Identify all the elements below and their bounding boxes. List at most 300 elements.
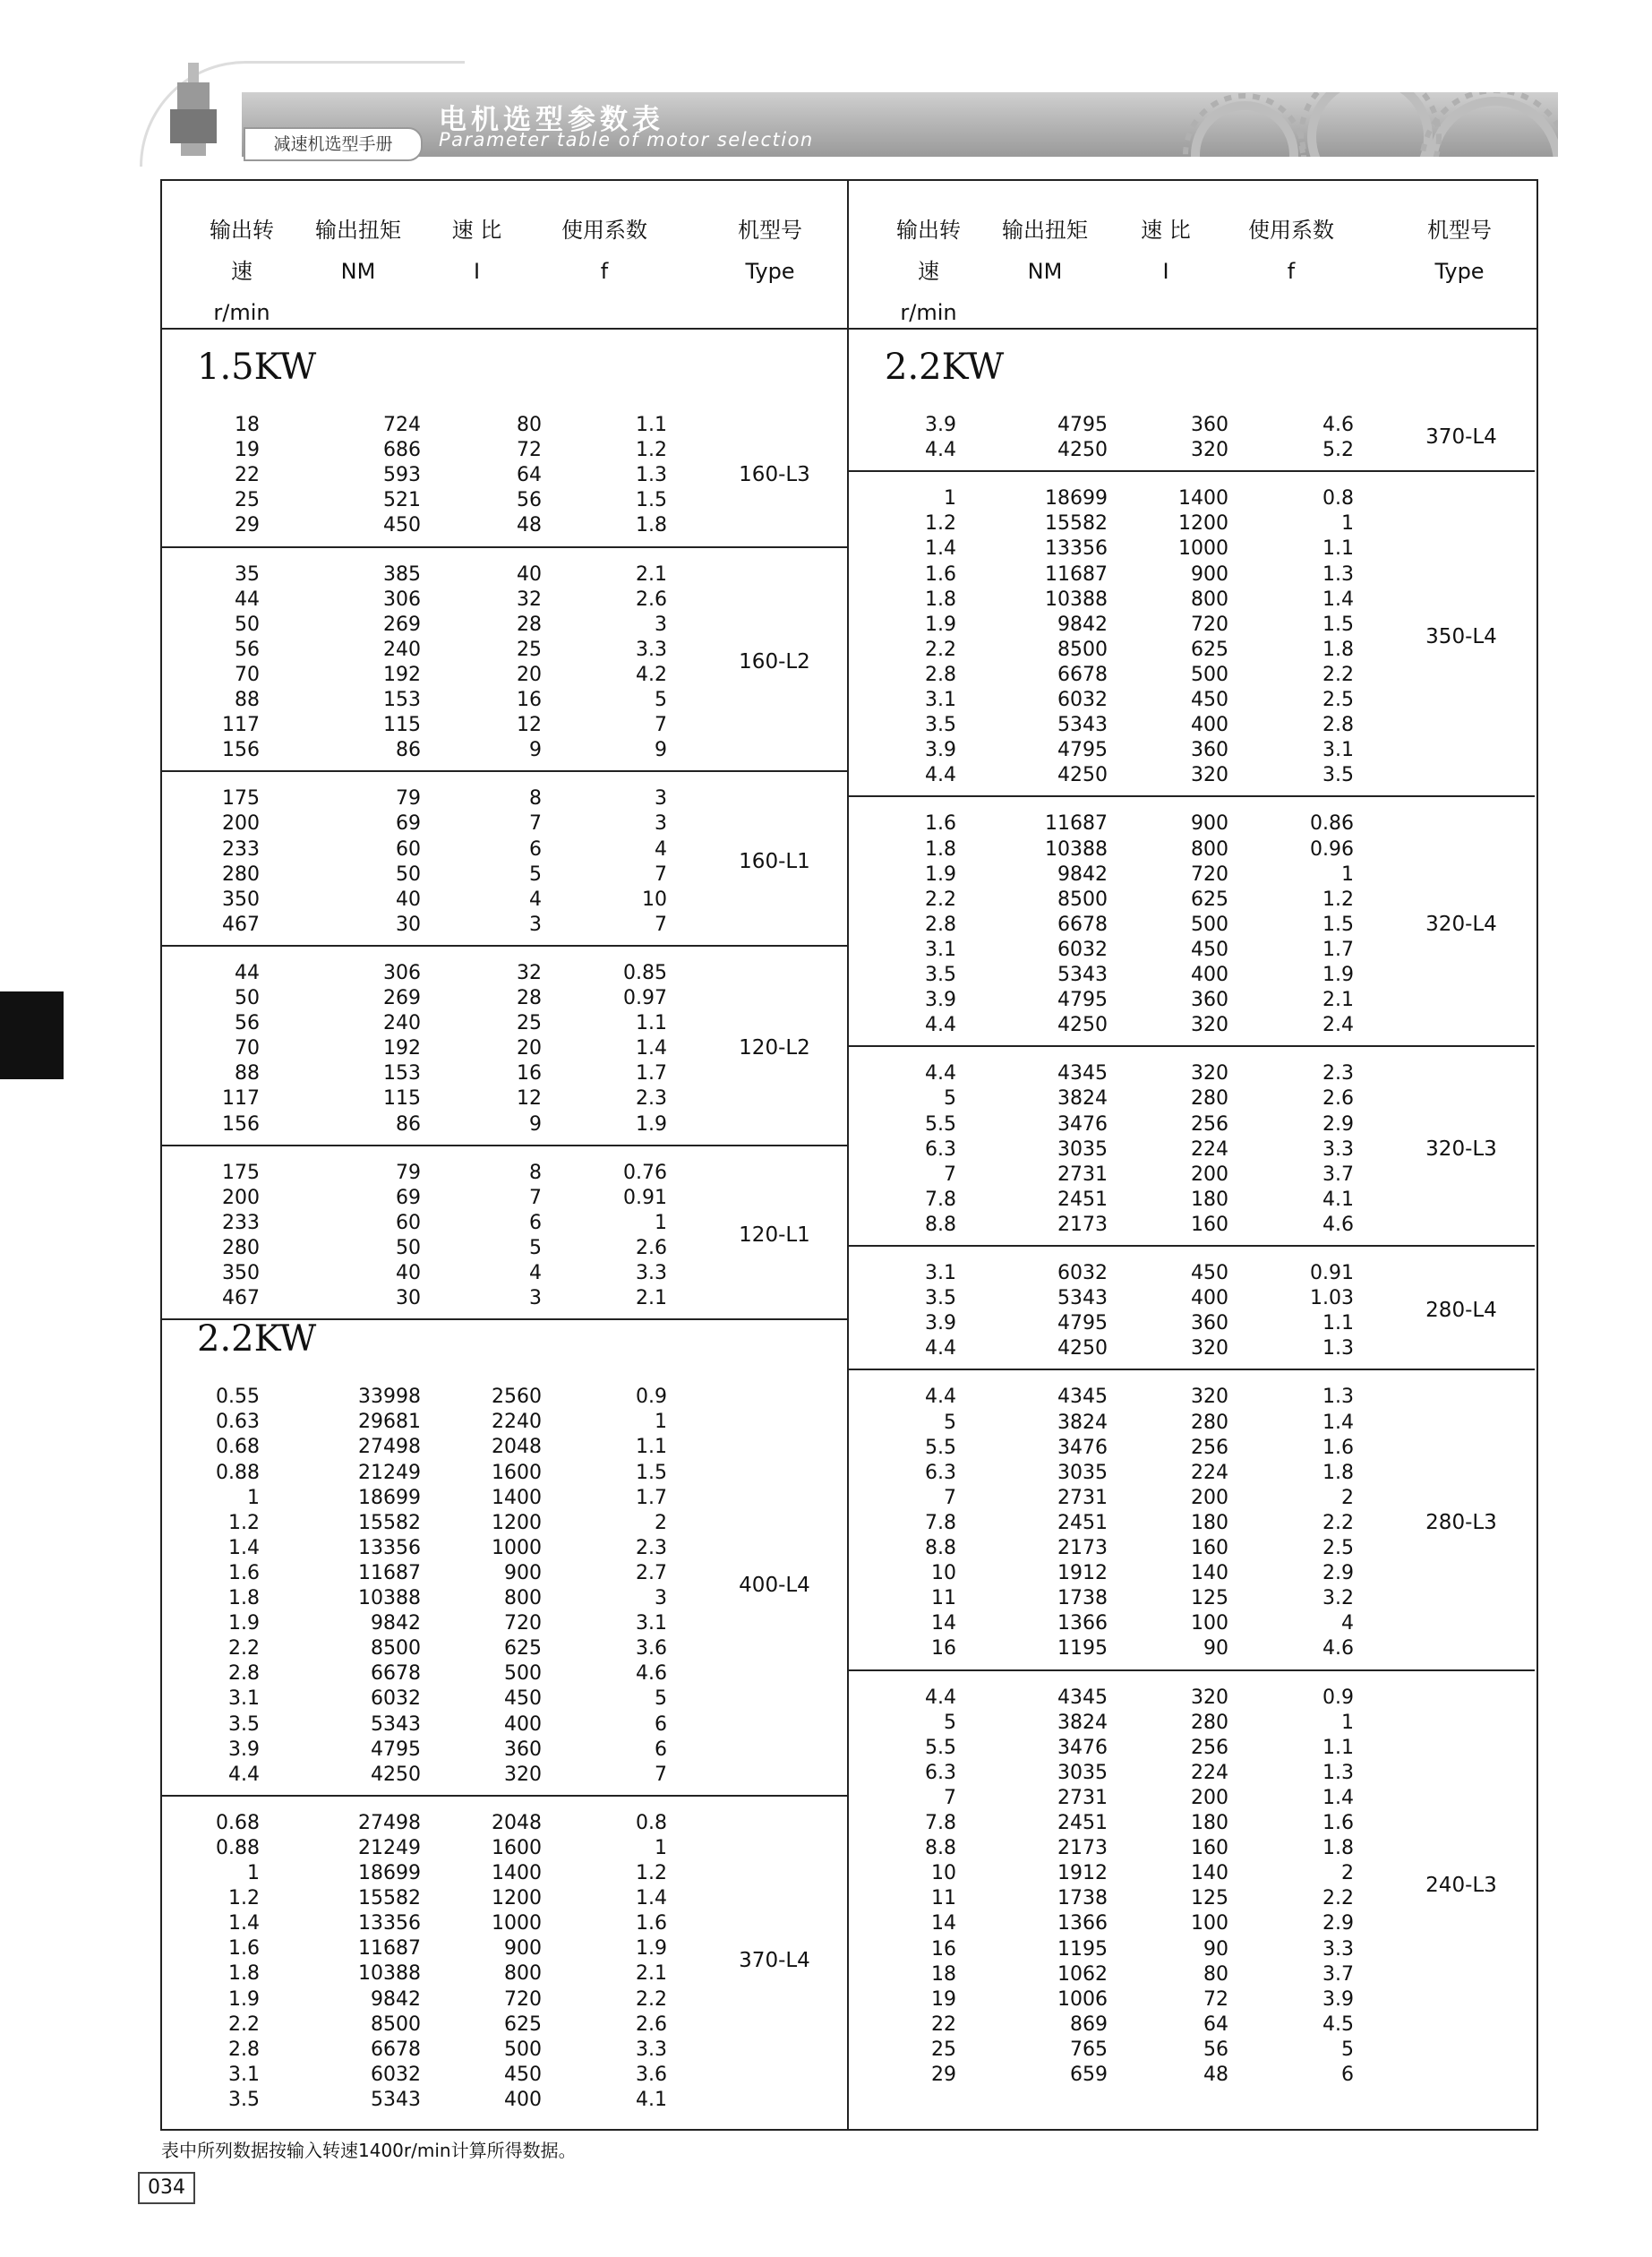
column-header-cn: 使用系数 [561,218,647,243]
table-cell: 125 [1191,1887,1228,1910]
table-cell: 3.5 [1322,764,1354,787]
table-cell: 21249 [358,1461,421,1484]
table-cell: 1.8 [925,837,956,861]
table-row [0,888,1652,913]
table-cell: 0.86 [1310,812,1354,836]
table-cell: 467 [222,1287,260,1310]
table-cell: 18699 [358,1486,421,1509]
table-row [0,536,1652,562]
table-cell: 2451 [1057,1188,1108,1211]
table-cell: 1.4 [1322,1786,1354,1809]
table-cell: 1195 [1057,1637,1108,1661]
table-cell: 10388 [358,1587,421,1609]
table-cell: 900 [504,1561,542,1584]
table-cell: 64 [1203,2012,1228,2036]
table-cell: 233 [222,837,260,861]
table-cell: 3476 [1057,1112,1108,1136]
table-cell: 4.2 [636,663,667,686]
table-cell: 320 [1191,1337,1228,1360]
table-cell: 1 [1341,862,1354,886]
table-cell: 7.8 [925,1511,956,1534]
table-cell: 15582 [1045,512,1108,536]
model-type: 160-L1 [739,849,810,873]
table-cell: 280 [1191,1711,1228,1734]
table-cell: 2.6 [1322,1087,1354,1111]
table-cell: 1.1 [1322,1312,1354,1335]
table-cell: 20 [517,1037,542,1060]
table-cell: 500 [1191,663,1228,686]
table-row [0,988,1652,1013]
power-heading: 2.2KW [885,347,1005,388]
column-header-cn: 输出转速 [896,218,961,284]
table-cell: 3476 [1057,1736,1108,1759]
table-cell: 2.2 [1322,663,1354,686]
table-cell: 1.1 [636,1436,667,1459]
table-row [0,588,1652,613]
table-cell: 4.4 [228,1763,260,1786]
table-cell: 2.6 [636,2012,667,2036]
table-cell: 0.9 [1322,1686,1354,1709]
table-cell: 625 [1191,888,1228,911]
table-row [0,1261,1652,1286]
table-cell: 156 [222,1112,260,1136]
table-row [0,562,1652,588]
table-row [0,1962,1652,1987]
table-cell: 1 [655,1411,667,1434]
table-cell: 10 [931,1862,956,1885]
table-cell: 1 [1341,512,1354,536]
table-cell: 280 [222,862,260,886]
table-cell: 6678 [371,1662,421,1686]
table-row [0,738,1652,763]
table-cell: 1.3 [636,464,667,487]
table-cell: 800 [504,1962,542,1986]
table-cell: 4795 [1057,1312,1108,1335]
table-cell: 2.3 [1322,1062,1354,1086]
table-cell: 1200 [492,1887,542,1910]
table-cell: 22 [235,464,260,487]
table-cell: 5 [944,1087,956,1111]
table-cell: 6.3 [925,1761,956,1784]
table-cell: 1200 [492,1511,542,1534]
table-cell: 5 [655,1687,667,1711]
table-cell: 19 [931,1987,956,2011]
table-cell: 360 [1191,414,1228,436]
manual-tab: 减速机选型手册 [244,127,423,161]
table-cell: 115 [383,714,421,737]
table-cell: 6 [655,1738,667,1761]
table-cell: 69 [396,1186,421,1209]
model-type: 370-L4 [1425,425,1497,450]
table-cell: 800 [504,1587,542,1609]
table-cell: 8 [529,787,542,811]
table-cell: 1912 [1057,1862,1108,1885]
table-cell: 0.68 [216,1436,260,1459]
table-cell: 256 [1191,1112,1228,1136]
table-cell: 360 [1191,739,1228,762]
table-cell: 3.3 [1322,1137,1354,1161]
table-cell: 10 [642,888,667,911]
table-cell: 2.8 [228,1662,260,1686]
table-cell: 90 [1203,1937,1228,1961]
table-cell: 18699 [358,1862,421,1884]
table-cell: 2.6 [636,1236,667,1259]
table-cell: 3.1 [925,1262,956,1284]
table-cell: 7 [944,1786,956,1809]
table-cell: 2.3 [636,1087,667,1111]
table-cell: 2451 [1057,1812,1108,1834]
table-cell: 2.4 [1322,1014,1354,1037]
table-cell: 6032 [371,2063,421,2086]
table-cell: 4.4 [925,764,956,787]
power-heading: 2.2KW [197,1318,317,1360]
table-cell: 11687 [1045,812,1108,836]
table-cell: 385 [383,562,421,586]
table-cell: 21249 [358,1836,421,1859]
table-cell: 0.88 [216,1461,260,1484]
table-row [0,1987,1652,2012]
table-cell: 450 [1191,689,1228,711]
table-row [0,1188,1652,1213]
table-cell: 3.5 [925,964,956,986]
table-cell: 1600 [492,1836,542,1859]
table-cell: 1000 [492,1536,542,1559]
table-cell: 7 [655,862,667,886]
column-header-en: f [1287,259,1296,284]
table-cell: 1.1 [1322,1736,1354,1759]
table-cell: 18 [235,414,260,436]
table-cell: 4.4 [925,1014,956,1037]
table-cell: 6 [529,1211,542,1234]
table-cell: 3.9 [228,1738,260,1761]
table-cell: 1 [655,1836,667,1859]
table-cell: 12 [517,714,542,737]
table-row [0,2012,1652,2038]
table-cell: 3 [529,913,542,936]
table-cell: 224 [1191,1761,1228,1784]
table-cell: 40 [517,562,542,586]
column-header-en: Type [745,259,795,284]
table-cell: 200 [222,812,260,836]
table-cell: 4.1 [1322,1188,1354,1211]
column-header-en: r/min [900,300,957,325]
table-cell: 4250 [1057,764,1108,787]
table-cell: 12 [517,1087,542,1111]
table-cell: 1.4 [1322,588,1354,611]
table-cell: 7.8 [925,1812,956,1834]
group-divider [849,1669,1535,1671]
table-cell: 1.9 [636,1112,667,1136]
table-cell: 9 [529,1112,542,1136]
table-cell: 1600 [492,1461,542,1484]
table-cell: 720 [1191,613,1228,636]
table-cell: 6032 [1057,938,1108,961]
column-header-cn: 机型号 [1427,218,1492,243]
table-cell: 160 [1191,1837,1228,1860]
table-cell: 400 [504,2088,542,2111]
table-cell: 2.8 [1322,714,1354,737]
table-cell: 86 [396,739,421,762]
table-cell: 4.4 [925,1337,956,1360]
table-cell: 1062 [1057,1962,1108,1986]
table-cell: 27498 [358,1811,421,1834]
column-header-right-0 [893,210,964,333]
table-cell: 6.3 [925,1461,956,1484]
table-cell: 1000 [1178,537,1228,561]
table-cell: 2.1 [636,1962,667,1986]
table-cell: 153 [383,1062,421,1086]
table-cell: 0.85 [623,961,667,984]
table-cell: 467 [222,913,260,936]
model-type: 370-L4 [739,1949,810,1973]
table-cell: 1366 [1057,1612,1108,1635]
table-cell: 29 [931,2064,956,2086]
table-cell: 30 [396,1287,421,1310]
table-row [0,1061,1652,1086]
table-cell: 3035 [1057,1761,1108,1784]
column-header-en: r/min [213,300,270,325]
table-cell: 400 [1191,964,1228,986]
table-cell: 14 [931,1912,956,1935]
table-cell: 306 [383,588,421,611]
table-cell: 5343 [371,2088,421,2111]
table-cell: 3 [655,812,667,836]
table-cell: 350 [222,888,260,911]
table-cell: 69 [396,812,421,836]
table-cell: 6.3 [925,1137,956,1161]
table-cell: 269 [383,613,421,636]
table-cell: 3.3 [636,2038,667,2061]
table-cell: 5343 [1057,964,1108,986]
table-cell: 4 [655,837,667,861]
table-cell: 2731 [1057,1786,1108,1809]
table-cell: 4795 [1057,989,1108,1012]
table-cell: 1.2 [925,512,956,536]
table-cell: 1.9 [228,1612,260,1635]
table-cell: 1.2 [1322,888,1354,911]
table-cell: 2.8 [228,2038,260,2061]
table-cell: 3035 [1057,1137,1108,1161]
table-cell: 900 [504,1937,542,1961]
table-cell: 1.3 [1322,1761,1354,1784]
table-cell: 11 [931,1587,956,1610]
table-cell: 0.9 [636,1386,667,1409]
table-cell: 800 [1191,588,1228,611]
table-cell: 88 [235,1062,260,1086]
table-cell: 1.6 [1322,1812,1354,1834]
table-cell: 800 [1191,837,1228,861]
table-cell: 0.68 [216,1811,260,1834]
table-cell: 450 [1191,938,1228,961]
table-cell: 8.8 [925,1837,956,1860]
table-cell: 3.2 [1322,1587,1354,1610]
table-cell: 1.8 [636,514,667,537]
table-row [0,1636,1652,1661]
table-cell: 1006 [1057,1987,1108,2011]
table-cell: 160 [1191,1537,1228,1559]
table-cell: 175 [222,787,260,811]
table-cell: 450 [1191,1262,1228,1284]
table-cell: 79 [396,787,421,811]
page-title-cn: 电机选型参数表 [439,104,664,136]
table-cell: 3.7 [1322,1163,1354,1186]
table-cell: 29 [235,514,260,537]
table-cell: 2 [655,1511,667,1534]
table-cell: 88 [235,689,260,711]
table-cell: 100 [1191,1612,1228,1635]
table-cell: 56 [1203,2038,1228,2061]
table-cell: 16 [931,1637,956,1661]
table-cell: 500 [504,1662,542,1686]
table-cell: 3.3 [1322,1937,1354,1961]
table-cell: 72 [1203,1987,1228,2011]
table-cell: 320 [504,1763,542,1786]
table-cell: 5 [529,1236,542,1259]
table-cell: 1.9 [1322,964,1354,986]
table-cell: 2731 [1057,1163,1108,1186]
table-cell: 3824 [1057,1711,1108,1734]
table-cell: 6678 [1057,913,1108,936]
table-cell: 720 [504,1987,542,2011]
table-row [0,786,1652,811]
table-cell: 350 [222,1262,260,1284]
table-cell: 16 [931,1937,956,1961]
table-cell: 140 [1191,1562,1228,1585]
table-cell: 192 [383,663,421,686]
table-row [0,1586,1652,1611]
table-row [0,486,1652,511]
table-cell: 1.4 [1322,1411,1354,1434]
table-cell: 5343 [371,1712,421,1736]
table-cell: 80 [1203,1962,1228,1986]
table-cell: 269 [383,987,421,1009]
table-cell: 4345 [1057,1686,1108,1709]
table-cell: 2.3 [636,1536,667,1559]
table-cell: 400 [504,1712,542,1736]
table-cell: 2048 [492,1811,542,1834]
table-cell: 400 [1191,1287,1228,1310]
table-cell: 3.9 [925,1312,956,1335]
table-cell: 4345 [1057,1386,1108,1409]
table-cell: 70 [235,663,260,686]
table-cell: 224 [1191,1461,1228,1484]
table-cell: 33998 [358,1386,421,1409]
table-cell: 3.3 [636,1262,667,1284]
table-cell: 0.97 [623,987,667,1009]
table-cell: 2.9 [1322,1562,1354,1585]
table-cell: 1.3 [1322,1337,1354,1360]
table-cell: 4250 [1057,1337,1108,1360]
table-cell: 50 [235,987,260,1009]
table-cell: 19 [235,439,260,462]
table-cell: 7 [655,1763,667,1786]
table-cell: 1.8 [228,1587,260,1609]
table-cell: 56 [235,1012,260,1035]
table-cell: 3.6 [636,2063,667,2086]
table-cell: 60 [396,1211,421,1234]
table-cell: 2.1 [636,562,667,586]
table-cell: 5343 [1057,1287,1108,1310]
table-cell: 3476 [1057,1436,1108,1459]
table-row [0,1411,1652,1436]
table-cell: 1.5 [1322,913,1354,936]
table-cell: 44 [235,961,260,984]
table-cell: 1.6 [228,1561,260,1584]
table-cell: 2560 [492,1386,542,1409]
table-cell: 1.6 [925,812,956,836]
table-cell: 1.2 [228,1511,260,1534]
column-header-right-2 [1094,210,1237,292]
table-cell: 2173 [1057,1213,1108,1236]
table-row [0,688,1652,713]
table-cell: 4.6 [1322,1637,1354,1661]
table-cell: 117 [222,714,260,737]
reducer-logo-icon [154,63,244,161]
group-divider [849,1045,1535,1047]
table-cell: 1.9 [636,1937,667,1961]
table-cell: 140 [1191,1862,1228,1885]
table-cell: 153 [383,689,421,711]
table-cell: 1738 [1057,1887,1108,1910]
table-cell: 30 [396,913,421,936]
table-cell: 0.91 [1310,1262,1354,1284]
column-header-right-4 [1383,210,1536,292]
table-cell: 1.4 [228,1536,260,1559]
table-row [0,1486,1652,1511]
table-cell: 1.9 [228,1987,260,2011]
table-cell: 3.1 [228,1687,260,1711]
table-cell: 2.2 [925,888,956,911]
table-row [0,811,1652,837]
table-cell: 25 [517,638,542,661]
table-cell: 79 [396,1161,421,1184]
table-cell: 2731 [1057,1486,1108,1509]
table-cell: 0.8 [636,1811,667,1834]
table-cell: 1.8 [925,588,956,611]
table-cell: 8500 [1057,888,1108,911]
table-cell: 1.4 [636,1887,667,1910]
table-cell: 13356 [358,1536,421,1559]
table-cell: 1.6 [1322,1436,1354,1459]
table-cell: 117 [222,1087,260,1111]
table-row [0,837,1652,862]
table-cell: 256 [1191,1436,1228,1459]
table-cell: 3.5 [925,714,956,737]
table-cell: 2 [1341,1486,1354,1509]
table-cell: 625 [504,2012,542,2036]
table-cell: 1.9 [925,862,956,886]
table-cell: 1912 [1057,1562,1108,1585]
table-cell: 11687 [358,1561,421,1584]
table-cell: 13356 [1045,537,1108,561]
table-cell: 1 [944,487,956,511]
table-cell: 1.8 [228,1962,260,1986]
power-heading: 1.5KW [197,347,317,388]
table-row [0,511,1652,536]
table-cell: 1.4 [228,1912,260,1935]
table-cell: 724 [383,414,421,436]
table-cell: 20 [517,663,542,686]
table-cell: 25 [235,489,260,512]
table-cell: 200 [1191,1163,1228,1186]
table-cell: 8.8 [925,1213,956,1236]
table-cell: 3.1 [636,1612,667,1635]
table-cell: 1.9 [925,613,956,636]
table-row [0,963,1652,988]
table-cell: 25 [517,1012,542,1035]
column-header-left-2 [403,210,551,292]
table-cell: 1738 [1057,1587,1108,1610]
